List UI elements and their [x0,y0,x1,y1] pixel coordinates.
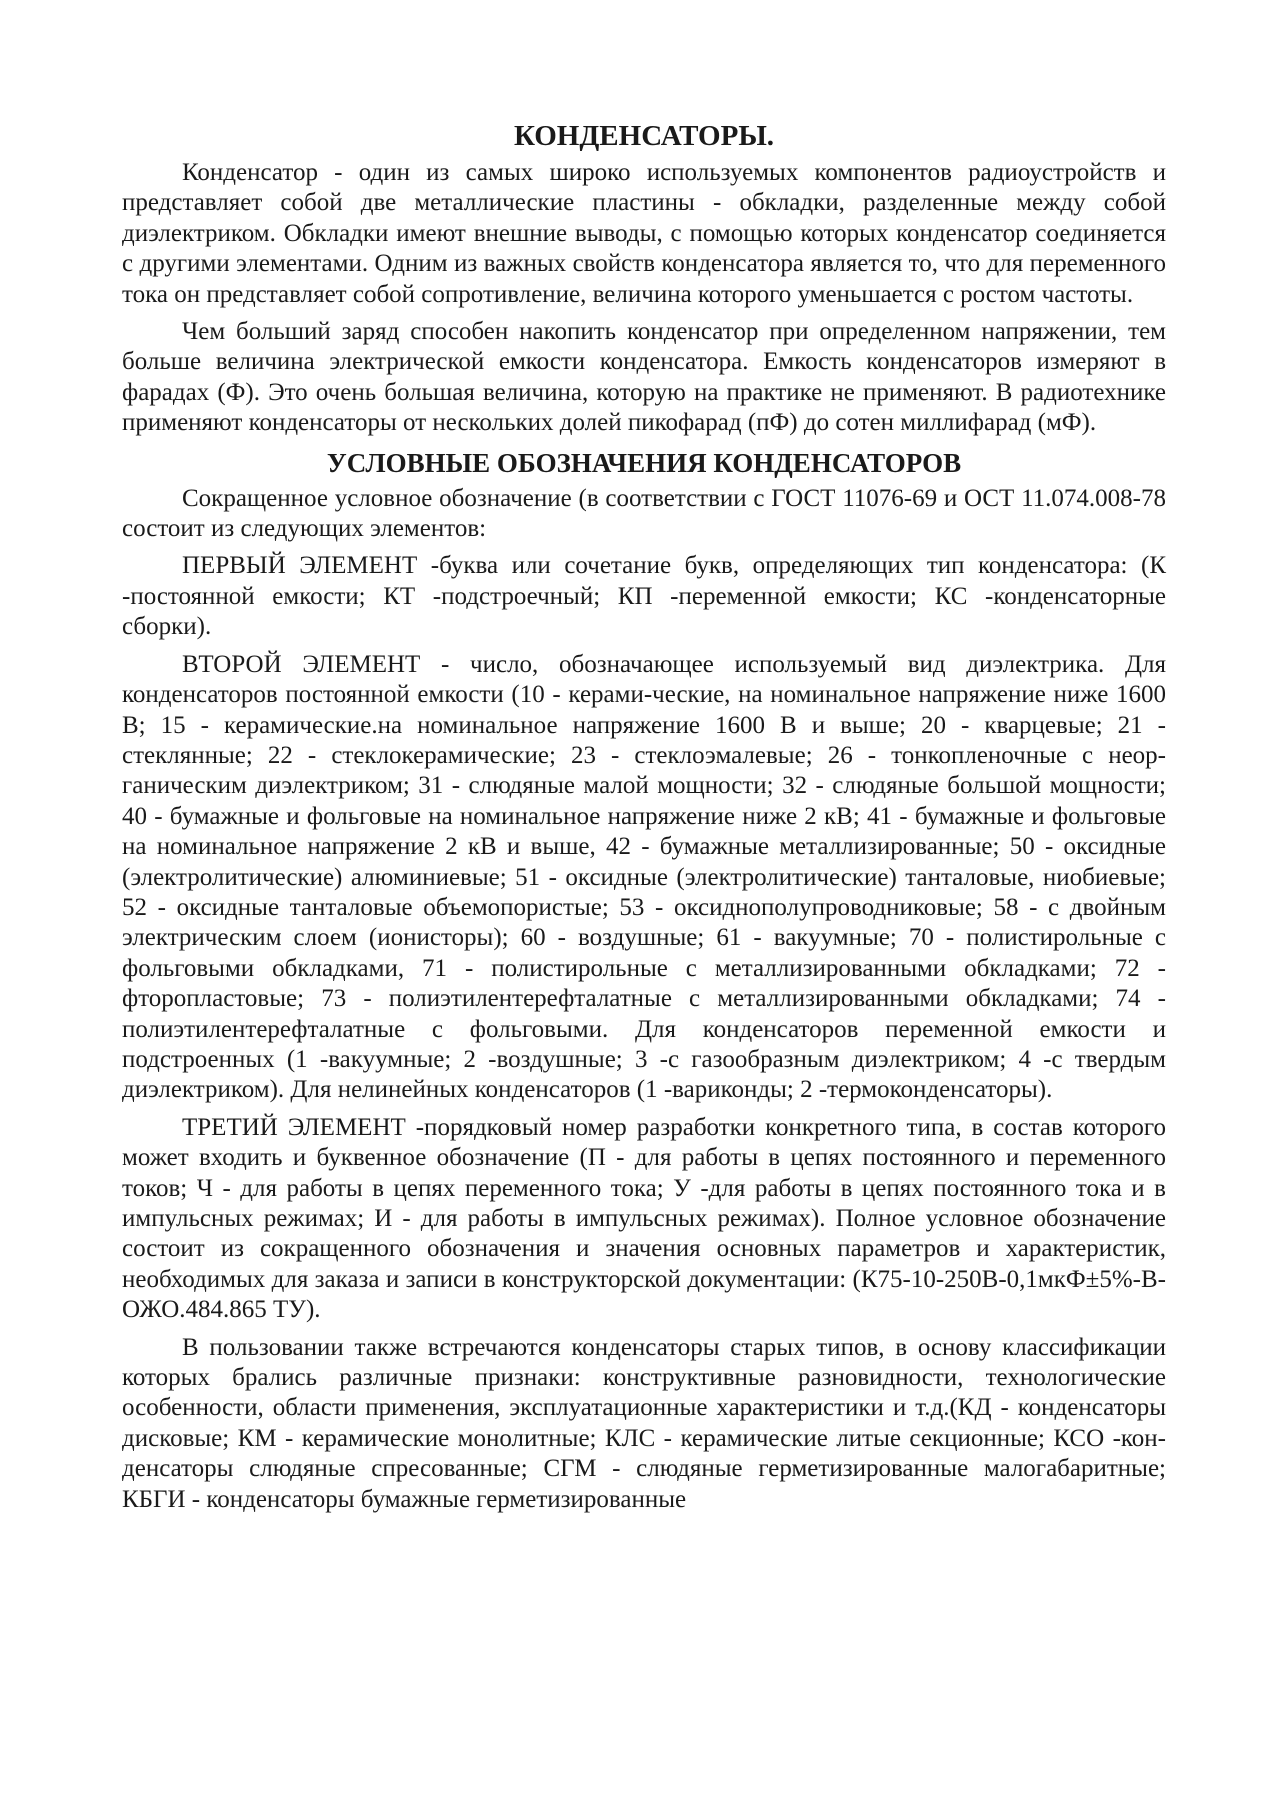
section-paragraph-third-element: ТРЕТИЙ ЭЛЕМЕНТ -порядковый номер разработки конкретного типа, в состав которого может входить и буквенное обозначение (П - для работы в цепях постоянного и переменного токов; Ч - для работы в цепях переменного тока; У -для работы в цепях постоянного тока и в импульсных режимах; И - для работы в импульсных режимах). Полное условное обозначение состоит из сокращенного обозначения и значения основных параметров и характеристик, необходимых для заказа и записи в конструкторской документации: (К75-10-250В-0,1мкФ±5%-В-ОЖО.484.865 ТУ). [122,1113,1166,1324]
intro-paragraph-1: Конденсатор - один из самых широко используемых компонентов радиоустройств и представляет собой две металлические пластины - обкладки, разделенные между собой диэлектриком. Обкладки имеют внешние выводы, с помощью которых конденсатор соединяется с другими элементами. Одним из важных свойств конденсатора является то, что для переменного тока он представляет собой сопротивление, величина которого уменьшается с ростом частоты. [122,159,1166,308]
section-paragraph-old-types: В пользовании также встречаются конденсаторы старых типов, в основу классификации которых брались различные признаки: конструктивные разновидности, технологические особенности, области применения, эксплуатационные характеристики и т.д.(КД - конденсаторы дисковые; КМ - керамические монолитные; КЛС - керамические литые секционные; КСО -кон-денсаторы слюдяные спресованные; СГМ - слюдяные герметизированные малогабаритные; КБГИ - конденсаторы бумажные герметизированные [122,1333,1166,1513]
section-paragraph-second-element: ВТОРОЙ ЭЛЕМЕНТ - число, обозначающее используемый вид диэлектрика. Для конденсаторов постоянной емкости (10 - керами-ческие, на номинальное напряжение ниже 1600 В; 15 - керамические.на номинальное напряжение 1600 В и выше; 20 - кварцевые; 21 - стеклянные; 22 - стеклокерамические; 23 - стеклоэмалевые; 26 - тонкопленочные с неор-ганическим диэлектриком; 31 - слюдяные малой мощности; 32 - слюдяные большой мощности; 40 - бумажные и фольговые на номинальное напряжение ниже 2 кВ; 41 - бумажные и фольговые на номинальное напряжение 2 кВ и выше, 42 - бумажные металлизированные; 50 - оксидные (электролитические) алюминиевые; 51 - оксидные (электролитические) танталовые, ниобиевые; 52 - оксидные танталовые объемопористые; 53 - оксиднополупроводниковые; 58 - с двойным электрическим слоем (ионисторы); 60 - воздушные; 61 - вакуумные; 70 - полистирольные с фольговыми обкладками, 71 - полистирольные с металлизированными обкладками; 72 - фторопластовые; 73 - полиэтилентерефталатные с металлизированными обкладками; 74 - полиэтилентерефталатные с фольговыми. Для конденсаторов переменной емкости и подстроенных (1 -вакуумные; 2 -воздушные; 3 -с газообразным диэлектриком; 4 -с твердым диэлектриком). Для нелинейных конденсаторов (1 -вариконды; 2 -термоконденсаторы). [122,650,1166,1104]
section-paragraph-intro: Сокращенное условное обозначение (в соответствии с ГОСТ 11076-69 и ОСТ 11.074.008-78 состоит из следующих элементов: [122,484,1166,543]
page-title: КОНДЕНСАТОРЫ. [513,120,775,152]
section-paragraph-first-element: ПЕРВЫЙ ЭЛЕМЕНТ -буква или сочетание букв, определяющих тип конденсатора: (К -постоянной емкости; КТ -подстроечный; КП -переменной емкости; КС -конденсаторные сборки). [122,552,1166,641]
document-page [122,118,1166,1522]
intro-paragraph-2: Чем больший заряд способен накопить конденсатор при определенном напряжении, тем больше величина электрической емкости конденсатора. Емкость конденсаторов измеряют в фарадах (Ф). Это очень большая величина, которую на практике не применяют. В радиотехнике применяют конденсаторы от нескольких долей пикофарад (пФ) до сотен миллифарад (мФ). [122,318,1166,437]
section-title: УСЛОВНЫЕ ОБОЗНАЧЕНИЯ КОНДЕНСАТОРОВ [326,447,962,478]
